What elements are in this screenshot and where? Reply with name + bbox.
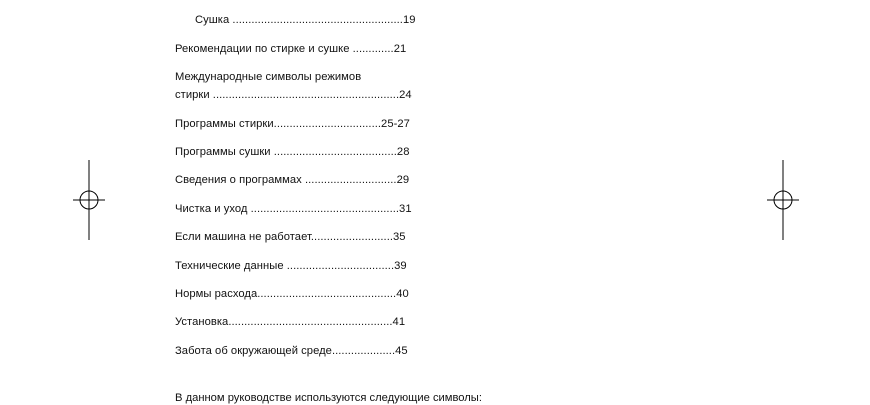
toc-entry-washing-recommendations: Рекомендации по стирке и сушке .............21 xyxy=(175,43,407,55)
toc-entry-technical-data: Технические данные ..................................39 xyxy=(175,260,407,272)
toc-entry-cleaning: Чистка и уход ...............................................31 xyxy=(175,203,412,215)
toc-entry-installation: Установка....................................................41 xyxy=(175,316,406,328)
registration-crosshair-icon xyxy=(69,160,109,240)
toc-entry-drying: Сушка ......................................................19 xyxy=(195,14,416,26)
toc-entry-environment: Забота об окружающей среде....................45 xyxy=(175,345,408,357)
toc-entry-consumption: Нормы расхода............................................40 xyxy=(175,288,409,300)
toc-entry-international-symbols: Международные символы режимов xyxy=(175,71,362,83)
registration-crosshair-icon xyxy=(763,160,803,240)
toc-entry-washing-programs: Программы стирки..................................25-27 xyxy=(175,118,410,130)
symbols-intro-text: В данном руководстве используются следующие символы: xyxy=(175,392,482,404)
toc-entry-troubleshooting: Если машина не работает..........................35 xyxy=(175,231,406,243)
toc-entry-drying-programs: Программы сушки .......................................28 xyxy=(175,146,410,158)
toc-entry-international-symbols-cont: стирки ...........................................................24 xyxy=(175,89,412,101)
toc-entry-program-info: Сведения о программах .............................29 xyxy=(175,174,410,186)
